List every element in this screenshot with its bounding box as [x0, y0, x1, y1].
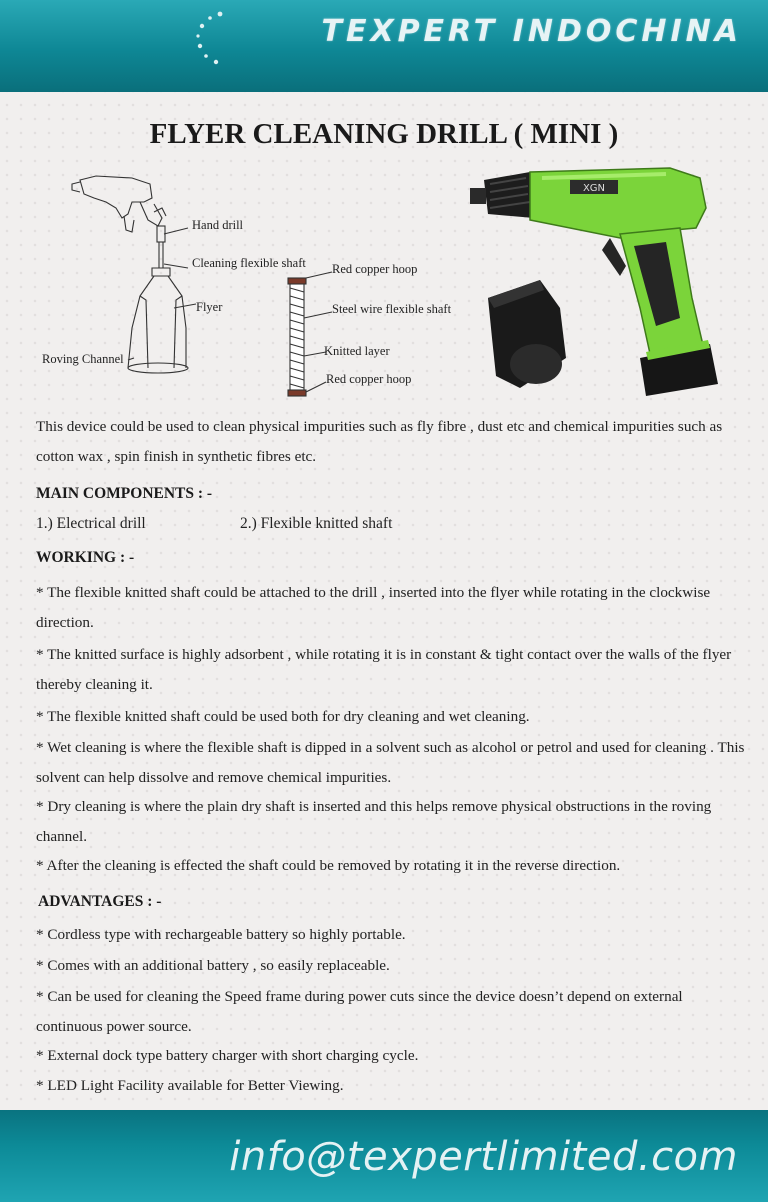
intro-paragraph: This device could be used to clean physical impurities such as fly fibre , dust etc and chemical impurities such as cotton wax , spin finish in synthetic fibres etc.	[36, 418, 723, 465]
working-point-6: * After the cleaning is effected the shaft could be removed by rotating it in the reverse direction.	[36, 857, 621, 874]
cordless-drill-image	[470, 158, 732, 408]
brand-name: TEXPERT INDOCHINA	[321, 14, 742, 49]
advantages-heading: ADVANTAGES : -	[38, 893, 162, 910]
page-title: FLYER CLEANING DRILL ( MINI )	[149, 118, 619, 150]
working-point-1: * The flexible knitted shaft could be attached to the drill , inserted into the flyer while rotating in the clockwise direction.	[36, 584, 711, 631]
component-flexible-shaft: 2.) Flexible knitted shaft	[240, 515, 393, 532]
footer-banner	[0, 1110, 768, 1202]
label-roving-channel: Roving Channel	[42, 352, 124, 366]
component-electrical-drill: 1.) Electrical drill	[36, 515, 146, 532]
working-heading: WORKING : -	[36, 549, 135, 566]
photo-brand-text: XGN	[582, 183, 606, 194]
label-cleaning-shaft: Cleaning flexible shaft	[192, 256, 306, 270]
working-point-3: * The flexible knitted shaft could be used both for dry cleaning and wet cleaning.	[36, 708, 530, 725]
working-point-2: * The knitted surface is highly adsorbent , while rotating it is in constant & tight contact over the walls of the flyer thereby cleaning it.	[36, 646, 732, 693]
flyer-diagram	[36, 168, 456, 408]
drill-photo	[470, 158, 732, 408]
label-hand-drill: Hand drill	[192, 218, 244, 232]
contact-email[interactable]: info@texpertlimited.com	[229, 1134, 738, 1180]
label-steel-wire-shaft: Steel wire flexible shaft	[332, 302, 452, 316]
advantage-point-2: * Comes with an additional battery , so easily replaceable.	[36, 957, 390, 974]
advantage-point-5: * LED Light Facility available for Better Viewing.	[36, 1077, 344, 1094]
advantage-point-4: * External dock type battery charger with short charging cycle.	[36, 1047, 419, 1064]
label-flyer: Flyer	[196, 300, 223, 314]
advantage-point-3: * Can be used for cleaning the Speed frame during power cuts since the device doesn’t depend on external continuous power source.	[36, 988, 683, 1035]
label-red-copper-hoop-top: Red copper hoop	[332, 262, 418, 276]
working-point-4: * Wet cleaning is where the flexible shaft is dipped in a solvent such as alcohol or petrol and used for cleaning . This solvent can help dissolve and remove chemical impurities.	[36, 739, 745, 786]
main-components-heading: MAIN COMPONENTS : -	[36, 485, 213, 502]
stars-icon	[190, 8, 230, 68]
label-red-copper-hoop-bottom: Red copper hoop	[326, 372, 412, 386]
working-point-5: * Dry cleaning is where the plain dry shaft is inserted and this helps remove physical obstructions in the roving channel.	[36, 798, 712, 845]
label-knitted-layer: Knitted layer	[324, 344, 390, 358]
advantage-point-1: * Cordless type with rechargeable battery so highly portable.	[36, 926, 406, 943]
header-banner	[0, 0, 768, 92]
